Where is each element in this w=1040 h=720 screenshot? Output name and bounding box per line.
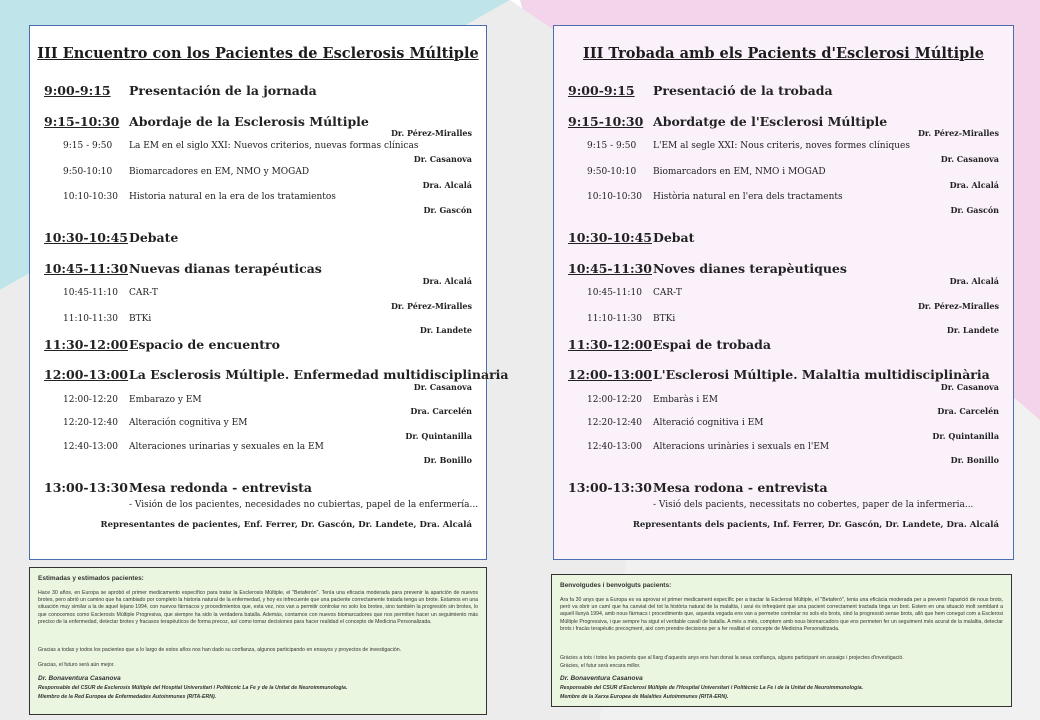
session-label: Espai de trobada [653,337,771,352]
session-label: Espacio de encuentro [129,337,280,352]
speaker: Dr. Bonillo [423,455,472,465]
letter-role: Membre de la Xarxa Europea de Malalties Autoimmunes (RITA-ERN). [560,694,729,700]
letter-greeting: Estimadas y estimados pacientes: [38,575,144,582]
session-label: Debate [129,230,179,245]
subsession-label: Alteración cognitiva y EM [129,418,248,428]
speaker: Dra. Alcalá [422,276,472,286]
letter-paragraph: Gracias a todas y todos los pacientes que a lo largo de estos años nos han dado su confianza, algunos participando en ensayos y proyectos de investigación. [38,647,402,653]
session-time: 9:00-9:15 [568,83,635,98]
subsession-time: 12:00-12:20 [587,395,642,405]
subsession-label: Alteració cognitiva i EM [653,418,764,428]
speaker: Dr. Casanova [413,154,472,164]
session-description: - Visió dels pacients, necessitats no cobertes, paper de la infermeria... [653,500,974,510]
subsession-label: BTKi [653,314,676,324]
speaker: Dr. Pérez-Miralles [390,301,472,311]
subsession-time: 10:45-11:10 [63,288,118,298]
speaker: Dr. Quintanilla [932,431,999,441]
speaker: Dr. Gascón [423,205,472,215]
speaker: Dr. Casanova [940,154,999,164]
program-panel-spanish [29,25,509,560]
speaker: Dra. Carcelén [410,406,472,416]
subsession-time: 12:00-12:20 [63,395,118,405]
subsession-time: 12:40-13:00 [63,442,118,452]
subsession-label: L'EM al segle XXI: Nous criteris, noves formes clíniques [653,141,910,151]
speaker: Dr. Bonillo [950,455,999,465]
program-panel-catalan [553,25,1014,560]
subsession-time: 12:20-12:40 [63,418,118,428]
letter-paragraph: Hace 30 años, en Europa se aprobó el primer medicamento específico para tratar la Esclerosis Múltiple, el "Betaferón". Tenía una eficacia moderada para prevenir la aparición de nuevos brotes, pero abrió un camino que ha cambiado por completo la historia natural de la enfermedad, y hoy es infrecuente que una paciente correctamente tratada tenga un brote. Estamos en una situación muy similar a la de aquel lejano 1994, con nuevos fármacos y procedimientos que, esta vez, nos van a permitir controlar no solo los brotes, sino también la progresión sin brotes, lo que conocemos como Esclerosis Múltiple Progresiva, que siempre ha sido la verdadera batalla. Además, contamos con nuevos biomarcadores que nos permiten hacer un seguimiento más preciso de la enfermedad, detectar brotes y fracasos terapéuticos de forma precoz, así como tomar decisiones para hacer realidad el concepto de Medicina Personalizada. [38,590,478,625]
subsession-label: CAR-T [129,288,158,298]
letter-role: Responsable del CSUR de Esclerosis Múltiple del Hospital Universitari i Politècnic La Fe y de la Unitat de Neuroimmunologia. [38,685,348,691]
subsession-time: 9:15 - 9:50 [63,141,113,151]
letter-role: Responsable del CSUR d'Esclerosi Múltiple de l'Hospital Universitari i Politècnic La Fe i de la Unitat de Neuroimmunologia. [560,685,864,691]
subsession-label: La EM en el siglo XXI: Nuevos criterios, nuevas formas clínicas [129,141,419,151]
session-label: Mesa rodona - entrevista [653,480,828,495]
session-time: 12:00-13:00 [568,367,652,382]
session-label: Presentación de la jornada [129,83,317,98]
speaker: Dr. Landete [419,325,472,335]
session-time: 9:15-10:30 [568,114,644,129]
session-time: 11:30-12:00 [44,337,128,352]
participants: Representants dels pacients, Inf. Ferrer, Dr. Gascón, Dr. Landete, Dra. Alcalá [632,520,999,530]
speaker: Dr. Casanova [940,382,999,392]
subsession-time: 10:10-10:30 [587,192,642,202]
session-description: - Visión de los pacientes, necesidades no cubiertas, papel de la enfermería... [129,500,479,510]
speaker: Dr. Casanova [413,382,472,392]
subsession-label: Biomarcadors en EM, NMO i MOGAD [653,167,826,177]
program-title: III Trobada amb els Pacients d'Esclerosi Múltiple [583,45,984,62]
letter-signature: Dr. Bonaventura Casanova [560,675,643,682]
program-title: III Encuentro con los Pacientes de Esclerosis Múltiple [37,45,479,62]
session-label: Presentació de la trobada [653,83,833,98]
session-time: 10:30-10:45 [44,230,128,245]
subsession-label: CAR-T [653,288,682,298]
speaker: Dr. Pérez-Miralles [917,128,999,138]
subsession-label: Alteracions urinàries i sexuals en l'EM [653,442,830,452]
letter-signature: Dr. Bonaventura Casanova [38,675,121,682]
subsession-time: 10:45-11:10 [587,288,642,298]
subsession-time: 9:50-10:10 [63,167,113,177]
speaker: Dr. Pérez-Miralles [917,301,999,311]
subsession-label: Embarazo y EM [129,395,202,405]
speaker: Dr. Landete [946,325,999,335]
session-time: 10:30-10:45 [568,230,652,245]
session-label: Noves dianes terapèutiques [653,261,847,276]
session-time: 13:00-13:30 [568,480,652,495]
session-label: L'Esclerosi Múltiple. Malaltia multidisciplinària [653,367,990,382]
letter-paragraph: Gracias, el futuro será aún mejor. [38,662,115,668]
subsession-label: BTKi [129,314,152,324]
speaker: Dr. Pérez-Miralles [390,128,472,138]
subsession-label: Historia natural en la era de los tratamientos [129,192,336,202]
subsession-time: 12:20-12:40 [587,418,642,428]
subsession-label: Biomarcadores en EM, NMO y MOGAD [129,167,310,177]
session-time: 13:00-13:30 [44,480,128,495]
subsession-label: Embaràs i EM [653,395,718,405]
subsession-time: 9:15 - 9:50 [587,141,637,151]
speaker: Dra. Carcelén [937,406,999,416]
session-label: Debat [653,230,695,245]
letter-box-spanish [29,567,487,715]
speaker: Dra. Alcalá [422,180,472,190]
letter-greeting: Benvolgudes i benvolguts pacients: [560,582,672,589]
letter-role: Miembro de la Red Europea de Enfermedades Autoinmunes (RITA-ERN). [38,694,217,700]
session-label: Abordatge de l'Esclerosi Múltiple [653,114,888,129]
session-time: 9:15-10:30 [44,114,120,129]
subsession-time: 9:50-10:10 [587,167,637,177]
session-label: La Esclerosis Múltiple. Enfermedad multidisciplinaria [129,367,509,382]
session-time: 12:00-13:00 [44,367,128,382]
subsession-time: 11:10-11:30 [63,314,118,324]
subsession-label: Història natural en l'era dels tractaments [653,192,843,202]
subsession-time: 10:10-10:30 [63,192,118,202]
speaker: Dr. Gascón [950,205,999,215]
session-time: 11:30-12:00 [568,337,652,352]
subsession-label: Alteraciones urinarias y sexuales en la EM [129,442,324,452]
letter-paragraph: Gràcies, el futur serà encara millor. [560,663,641,669]
speaker: Dr. Quintanilla [405,431,472,441]
session-label: Abordaje de la Esclerosis Múltiple [129,114,369,129]
participants: Representantes de pacientes, Enf. Ferrer, Dr. Gascón, Dr. Landete, Dra. Alcalá [100,520,472,530]
subsession-time: 12:40-13:00 [587,442,642,452]
letter-paragraph: Gràcies a tots i totes les pacients que al llarg d'aquests anys ens han donat la seua confiança, alguns participant en assaigs i projectes d'investigació. [560,655,904,661]
session-time: 9:00-9:15 [44,83,111,98]
session-label: Mesa redonda - entrevista [129,480,312,495]
subsession-time: 11:10-11:30 [587,314,642,324]
speaker: Dra. Alcalá [949,276,999,286]
session-time: 10:45-11:30 [568,261,652,276]
session-label: Nuevas dianas terapéuticas [129,261,322,276]
letter-paragraph: Ara fa 30 anys que a Europa es va aprovar el primer medicament específic per a tractar la Esclerosi Múltiple, el "Betaferó", tenia una eficàcia moderada per a prevenir l'aparició de nous brots, però va obrir un camí que ha canviat del tot la història natural de la malaltia, i avui és infreqüent que una pacient correctament tractada tinga un brot. Estem en una situació molt semblant a aquell llunyà 1994, amb nous fàrmacs i procediments que, aquesta vegada ens van a permetre controlar no sols els brots, sinó la progressió sense brots, allò que hem conegut com a Esclerosi Múltiple Progressiva, i que sempre ha sigut el veritable cavall de batalla. A més a més, comptem amb nous biomarcadors que ens permeten fer un seguiment més acurat de la malaltia, detectar brots i fracàs terapèutic precoçment, així com prendre decisions per a fer realitat el concepte de Medicina Personalitzada. [560,597,1003,632]
letter-box-catalan [551,574,1012,707]
speaker: Dra. Alcalá [949,180,999,190]
session-time: 10:45-11:30 [44,261,128,276]
